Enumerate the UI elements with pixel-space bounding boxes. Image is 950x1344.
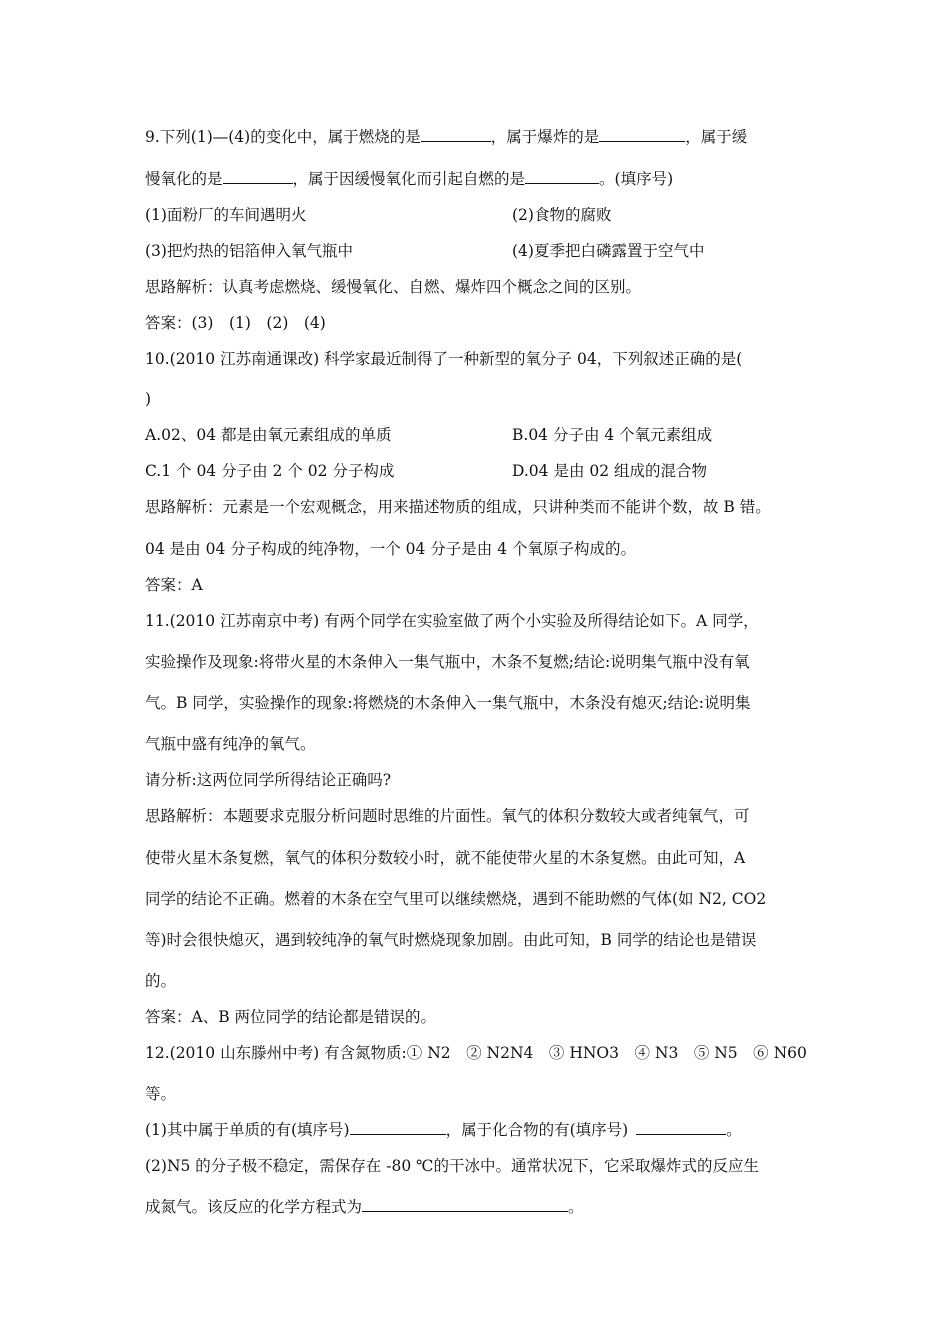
- q12-sub1: [145, 1120, 850, 1140]
- q10-stem-line-1: 10.(2010 江苏南通课改) 科学家最近制得了一种新型的氧分子 04，下列叙述正确的是(: [145, 350, 743, 368]
- q12-text: 成氮气。该反应的化学方程式为: [145, 1198, 363, 1216]
- q9-blank-explosion[interactable]: [599, 127, 685, 142]
- q9-answer: 答案：(3) (1) (2) (4): [145, 314, 326, 332]
- q9-blank-spontaneous[interactable]: [525, 169, 599, 184]
- q9-option-1: (1)面粉厂的车间遇明火: [145, 206, 307, 224]
- q12-blank-elements[interactable]: [350, 1120, 446, 1135]
- q9-options-row-1: [145, 205, 850, 225]
- q9-options-row-2: [145, 241, 850, 261]
- q9-analysis: 思路解析：认真考虑燃烧、缓慢氧化、自燃、爆炸四个概念之间的区别。: [145, 278, 642, 296]
- q10-answer: 答案：A: [145, 576, 203, 594]
- q11-answer: 答案：A、B 两位同学的结论都是错误的。: [145, 1008, 437, 1026]
- q10-option-d: D.04 是由 02 组成的混合物: [512, 462, 708, 480]
- q9-text: 慢氧化的是: [145, 170, 223, 188]
- q10-analysis-line-2: 04 是由 04 分子构成的纯净物，一个 04 分子是由 4 个氧原子构成的。: [145, 540, 637, 558]
- q12-text: (1)其中属于单质的有(填序号): [145, 1121, 350, 1139]
- q12-text: 。: [568, 1198, 584, 1216]
- q10-options-row-1: [145, 425, 850, 445]
- q9-option-3: (3)把灼热的铝箔伸入氧气瓶中: [145, 242, 353, 260]
- q10-analysis-line-1: 思路解析：元素是一个宏观概念，用来描述物质的组成，只讲种类而不能讲个数，故 B 错。: [145, 498, 771, 516]
- q12-text: 。: [726, 1121, 742, 1139]
- q11-stem-line-1: 11.(2010 江苏南京中考) 有两个同学在实验室做了两个小实验及所得结论如下。A 同学，: [145, 612, 759, 630]
- q12-blank-equation[interactable]: [362, 1197, 568, 1212]
- q11-stem-line-2: 实验操作及现象:将带火星的木条伸入一集气瓶中，木条不复燃;结论:说明集气瓶中没有氧: [145, 653, 750, 671]
- q10-option-b: B.04 分子由 4 个氧元素组成: [512, 426, 713, 444]
- q11-analysis-line-3: 同学的结论不正确。燃着的木条在空气里可以继续燃烧，遇到不能助燃的气体(如 N2, CO2: [145, 890, 767, 908]
- q10-option-a: A.02、04 都是由氧元素组成的单质: [145, 426, 392, 444]
- q9-text: 9.下列(1)—(4)的变化中，属于燃烧的是: [145, 128, 421, 146]
- q12-sub2-line-2: [145, 1197, 850, 1217]
- q12-text: ，属于化合物的有(填序号): [445, 1121, 629, 1139]
- q12-blank-compounds[interactable]: [636, 1120, 726, 1135]
- q10-option-c: C.1 个 04 分子由 2 个 02 分子构成: [145, 462, 395, 480]
- q12-stem-line-1: 12.(2010 山东滕州中考) 有含氮物质:① N2 ② N2N4 ③ HNO3 ④ N3 ⑤ N5 ⑥ N60: [145, 1044, 807, 1062]
- q9-option-4: (4)夏季把白磷露置于空气中: [512, 242, 705, 260]
- q11-stem-line-3: 气。B 同学，实验操作的现象:将燃烧的木条伸入一集气瓶中，木条没有熄灭;结论:说明集: [145, 694, 751, 712]
- q11-question: 请分析:这两位同学所得结论正确吗?: [145, 771, 392, 789]
- q11-analysis-line-4: 等)时会很快熄灭，遇到较纯净的氧气时燃烧现象加剧。由此可知，B 同学的结论也是错误: [145, 931, 757, 949]
- q11-analysis-line-2: 使带火星木条复燃，氧气的体积分数较小时，就不能使带火星的木条复燃。由此可知，A: [145, 849, 746, 867]
- q12-stem-line-2: 等。: [145, 1085, 177, 1103]
- q9-text: ，属于因缓慢氧化而引起自燃的是: [292, 170, 526, 188]
- q10-stem-line-2: ): [145, 390, 152, 408]
- q10-options-row-2: [145, 461, 850, 481]
- q11-stem-line-4: 气瓶中盛有纯净的氧气。: [145, 735, 316, 753]
- q11-analysis-line-5: 的。: [145, 972, 177, 990]
- q9-stem-line-2: [145, 169, 850, 189]
- q9-text: 。(填序号): [599, 170, 674, 188]
- q12-sub2-line-1: (2)N5 的分子极不稳定，需保存在 -80 ℃的干冰中。通常状况下，它采取爆炸式的反应生: [145, 1157, 759, 1175]
- q9-option-2: (2)食物的腐败: [512, 206, 612, 224]
- q11-analysis-line-1: 思路解析：本题要求克服分析问题时思维的片面性。氧气的体积分数较大或者纯氧气，可: [145, 807, 750, 825]
- q9-blank-combustion[interactable]: [421, 127, 491, 142]
- q9-text: ，属于爆炸的是: [490, 128, 600, 146]
- q9-text: ，属于缓: [685, 128, 748, 146]
- q9-stem-line-1: [145, 127, 850, 147]
- q9-blank-slow-oxidation[interactable]: [223, 169, 293, 184]
